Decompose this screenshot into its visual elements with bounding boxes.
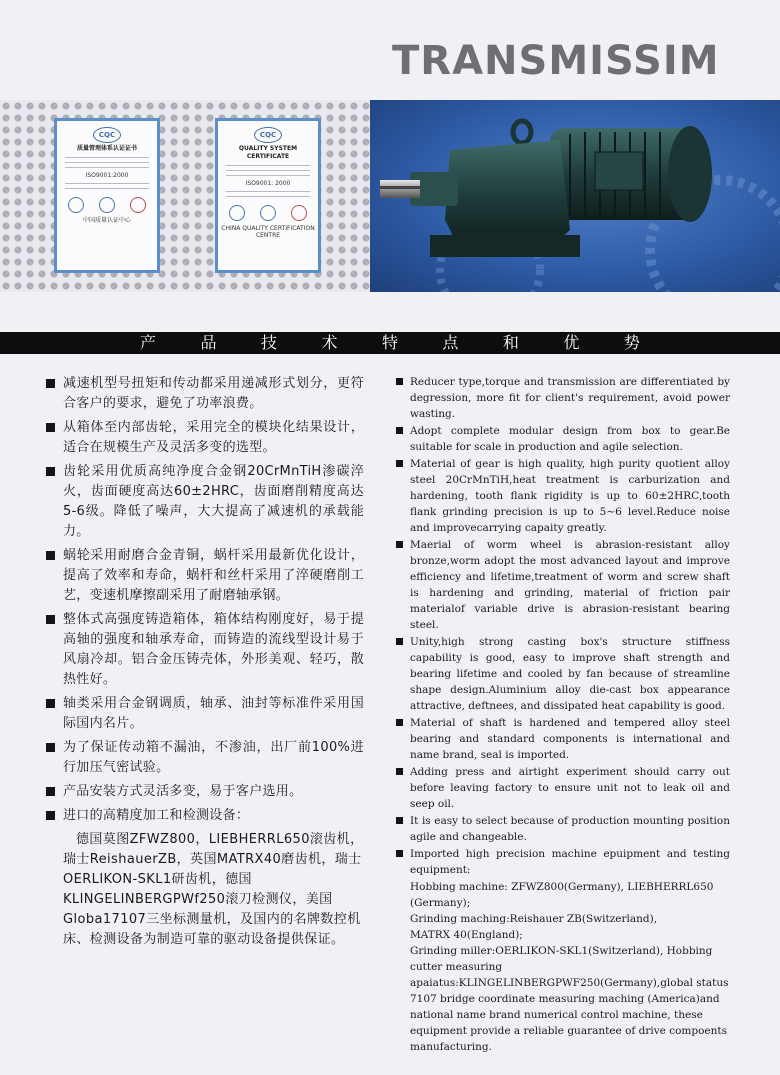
list-item-text: 轴类采用合金钢调质，轴承、油封等标准件采用国际国内名片。: [63, 696, 364, 731]
list-item: [46, 418, 364, 458]
square-bullet-icon: [396, 850, 403, 857]
square-bullet-icon: [46, 615, 55, 624]
list-item: [396, 537, 730, 633]
square-bullet-icon: [46, 423, 55, 432]
gear-motor-image: [370, 100, 780, 292]
list-item-text: 为了保证传动箱不漏油，不渗油，出厂前100%进行加压气密试验。: [63, 740, 364, 775]
list-item: [396, 846, 730, 878]
list-item-text: 减速机型号扭矩和传动都采用递减形式划分，更符合客户的要求，避免了功率浪费。: [63, 376, 364, 411]
certificate-issuer: CHINA QUALITY CERTIFICATION CENTRE: [221, 225, 315, 239]
certificate-issuer: 中国质量认证中心: [82, 217, 131, 224]
list-item: [396, 423, 730, 455]
list-item-text: Adopt complete modular design from box to gear.Be suitable for scale in production and agile selection.: [410, 425, 730, 453]
section-title-char: 技: [260, 333, 277, 352]
square-bullet-icon: [396, 460, 403, 467]
cqc-logo: CQC: [254, 127, 282, 143]
section-title-char: 特: [381, 333, 398, 352]
square-bullet-icon: [396, 719, 403, 726]
list-item: [396, 715, 730, 763]
list-item-text: It is easy to select because of production mounting position agile and changeable.: [410, 815, 730, 843]
list-item: [396, 634, 730, 714]
square-bullet-icon: [46, 743, 55, 752]
certificate-title: QUALITY SYSTEM CERTIFICATE: [238, 145, 298, 160]
list-item-text: Maerial of worm wheel is abrasion-resistant alloy bronze,worm adopt the most advanced layout and improve efficiency and lifetime,treatment of worm and screw shaft is hardening and grinding, material of friction pair materialof variable drive is abrasion-resistant bearing steel.: [410, 539, 730, 631]
certificate-standard: ISO9001:2000: [85, 172, 129, 179]
gear-motor-photo: [370, 100, 780, 292]
section-banner: [0, 332, 780, 354]
square-bullet-icon: [46, 379, 55, 388]
list-item-text: Adding press and airtight experiment should carry out before leaving factory to ensure unit not to leak oil and seep oil.: [410, 766, 730, 810]
list-item-text: Material of shaft is hardened and tempered alloy steel bearing and standard components is international and name brand, seal is imported.: [410, 717, 730, 761]
list-item-text: 齿轮采用优质高纯净度合金钢20CrMnTiH渗碳淬火，齿面硬度高达60±2HRC，齿面磨削精度高达5-6级。降低了噪声，大大提高了减速机的承载能力。: [63, 464, 364, 539]
square-bullet-icon: [46, 811, 55, 820]
square-bullet-icon: [46, 699, 55, 708]
brand-title: TRANSMISSIM: [392, 38, 720, 84]
section-title-char: 势: [623, 333, 640, 352]
list-item: [46, 546, 364, 606]
equipment-line: Grinding miller:OERLIKON-SKL1(Switzerland), Hobbing cutter measuring apaiatus:KLINGELINBERGPWF250(Germany),global status 7107 bridge coordinate measuring maching (America)and national name brand numerical control machine, these equipment provide a reliable guarantee of drive compoents manufacturing.: [410, 945, 729, 1053]
certificate-seals: [222, 205, 314, 221]
certificate-text-lines: [226, 191, 310, 197]
features-en: [396, 374, 730, 1055]
square-bullet-icon: [46, 787, 55, 796]
cqc-logo: CQC: [93, 127, 121, 143]
list-item-text: 从箱体至内部齿轮，采用完全的模块化结果设计，适合在规模生产及灵活多变的选型。: [63, 420, 364, 455]
list-item: [46, 374, 364, 414]
list-item-text: 蜗轮采用耐磨合金青铜，蜗杆采用最新优化设计，提高了效率和寿命，蜗杆和丝杆采用了淬硬磨削工艺，变速机摩擦副采用了耐磨轴承钢。: [63, 548, 364, 603]
square-bullet-icon: [396, 817, 403, 824]
certificate-text-lines: [65, 157, 149, 168]
list-item: [46, 738, 364, 778]
list-item: [46, 694, 364, 734]
list-item: [46, 462, 364, 542]
list-item-text: 产品安装方式灵活多变，易于客户选用。: [63, 784, 303, 799]
list-item-text: Reducer type,torque and transmission are differentiated by degression, more fit for client's requirement, avoid power wasting.: [410, 376, 730, 420]
features-cn: [46, 374, 364, 950]
certificate-seals: [61, 197, 153, 213]
square-bullet-icon: [396, 768, 403, 775]
square-bullet-icon: [46, 551, 55, 560]
list-item-text: Material of gear is high quality, high purity quotient alloy steel 20CrMnTiH,heat treatment is carburization and hardening, tooth flank rigidity is up to 60±2HRC,tooth flank grinding precision is up to 5~6 level.Reduce noise and improvecarrying capaity greatly.: [410, 458, 730, 534]
list-item-text: 进口的高精度加工和检测设备：: [63, 808, 250, 823]
section-title-char: 和: [502, 333, 519, 352]
equipment-line: Grinding maching:Reishauer ZB(Switzerland),: [410, 913, 658, 925]
list-item: [396, 456, 730, 536]
section-title-char: 品: [200, 333, 217, 352]
equipment-line: Hobbing machine: ZFWZ800(Germany), LIEBHERRL650 (Germany);: [410, 881, 714, 909]
square-bullet-icon: [46, 467, 55, 476]
certificate-standard: ISO9001: 2000: [245, 180, 291, 187]
list-item-text: 整体式高强度铸造箱体，箱体结构刚度好，易于提高轴的强度和轴承寿命，而铸造的流线型设计易于风扇冷却。铝合金压铸壳体，外形美观、轻巧，散热性好。: [63, 612, 364, 687]
list-item: [396, 813, 730, 845]
certificate-title: 质量管理体系认证证书: [76, 145, 137, 152]
square-bullet-icon: [396, 638, 403, 645]
certificate-text-lines: [226, 165, 310, 176]
equipment-paragraph: 德国莫图ZFWZ800，LIEBHERRL650滚齿机，瑞士ReishauerZB，英国MATRX40磨齿机，瑞士OERLIKON-SKL1研齿机，德国KLINGELINBERGPWf250滚刀检测仪，美国Globa17107三坐标测量机，及国内的名牌数控机床、检测设备为制造可靠的驱动设备提供保证。: [63, 832, 364, 947]
section-title-char: 术: [321, 333, 338, 352]
square-bullet-icon: [396, 378, 403, 385]
list-item: [396, 764, 730, 812]
section-title-char: 点: [442, 333, 459, 352]
equipment-line: MATRX 40(England);: [410, 929, 523, 941]
list-item-text: Imported high precision machine epuipment and testing equipment:: [410, 848, 730, 876]
certificate-en: [215, 118, 321, 273]
section-title-char: 产: [140, 333, 157, 352]
square-bullet-icon: [396, 541, 403, 548]
square-bullet-icon: [396, 427, 403, 434]
list-item: [396, 374, 730, 422]
list-item: [46, 610, 364, 690]
section-title: [140, 332, 640, 354]
list-item-text: Unity,high strong casting box's structure stiffness capability is good, easy to improve shaft strength and bearing lifetime and cooled by fan because of streamline shape design.Aluminium alloy die-cast box appearance attractive, deftnees, and dissipated heat capability is good.: [410, 636, 730, 712]
list-item: [46, 782, 364, 802]
list-item: [46, 806, 364, 826]
section-title-char: 优: [563, 333, 580, 352]
certificate-cn: [54, 118, 160, 273]
certificate-text-lines: [65, 183, 149, 189]
